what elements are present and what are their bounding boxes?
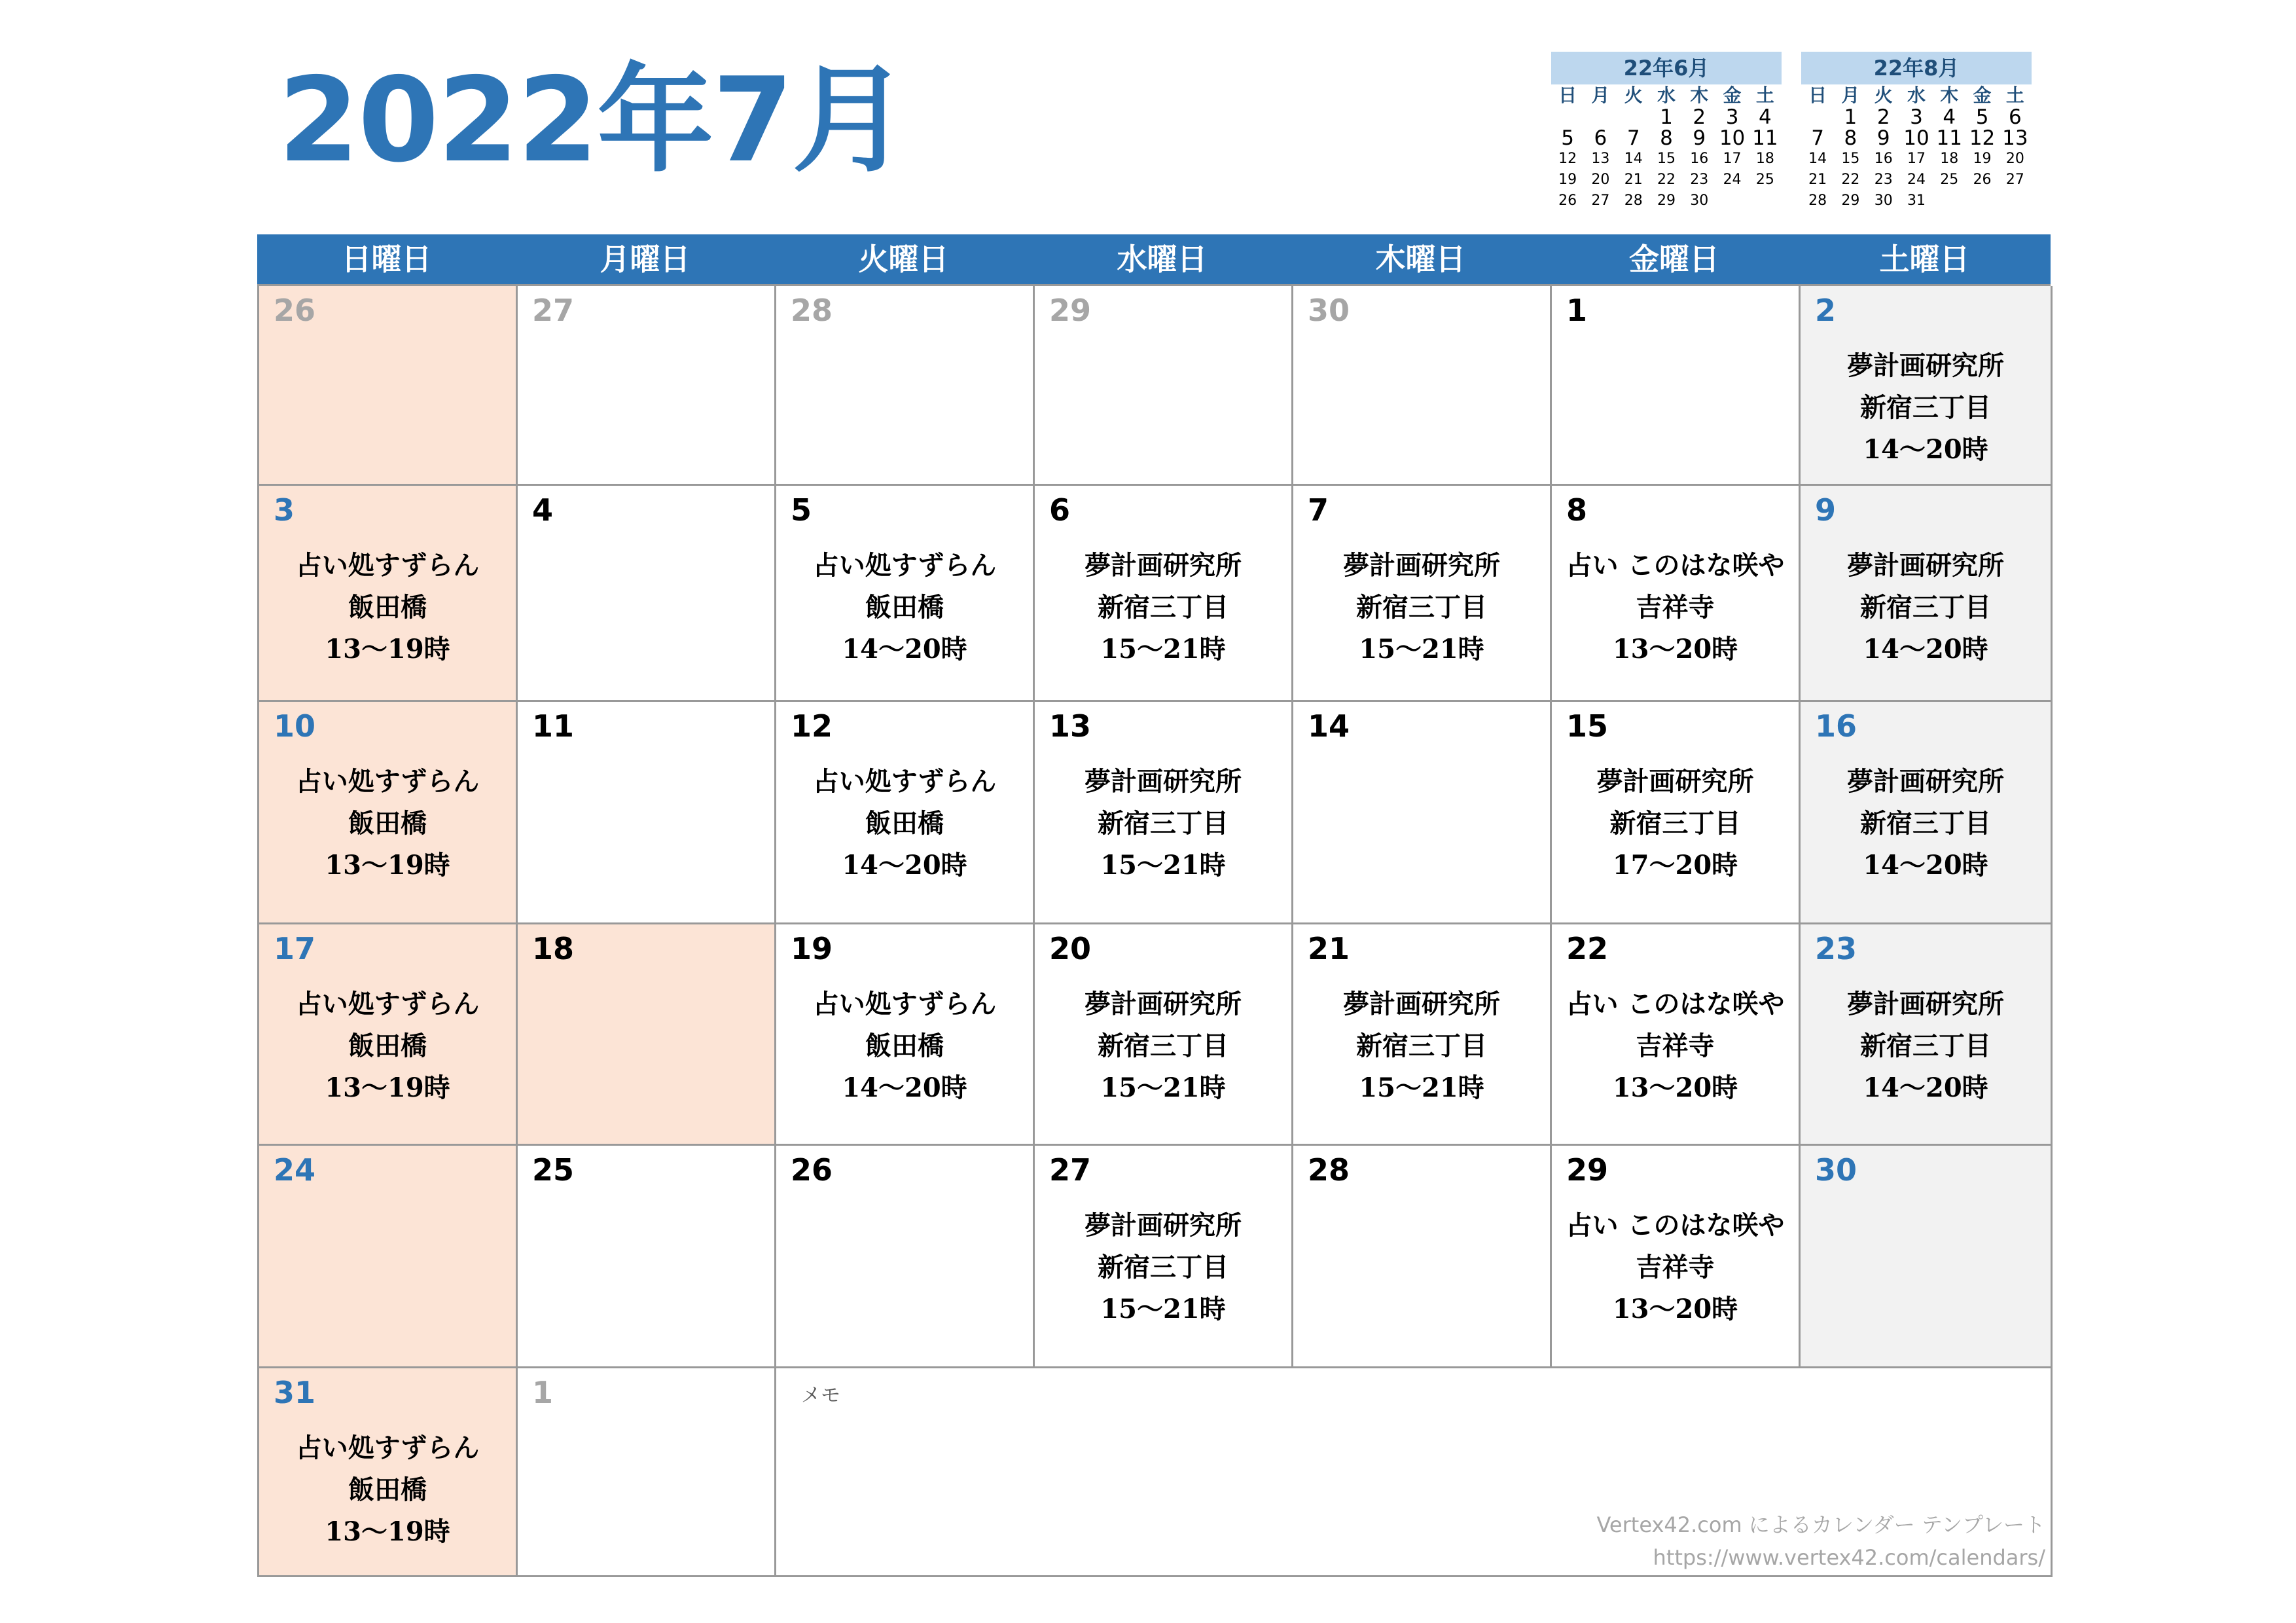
- day-number: 30: [1815, 1152, 1857, 1188]
- mini-weekday-label: 水: [1907, 84, 1926, 106]
- mini-date: 8: [1660, 126, 1673, 150]
- mini-date: 12: [1558, 151, 1577, 167]
- mini-date: 16: [1690, 151, 1709, 167]
- event-block: [776, 545, 1033, 670]
- event-line: 夢計画研究所: [1085, 989, 1242, 1019]
- memo-label: メモ: [801, 1384, 840, 1407]
- mini-date: 7: [1811, 126, 1824, 150]
- mini-weekday-label: 月: [1841, 84, 1860, 106]
- event-line: 13〜19時: [325, 1072, 450, 1103]
- mini-date: 26: [1558, 192, 1577, 209]
- weekday-monday: 月曜日: [600, 242, 691, 277]
- mini-date: 3: [1910, 105, 1923, 129]
- mini-date: 24: [1723, 172, 1742, 188]
- event-line: 13〜19時: [325, 850, 450, 881]
- mini-date: 22: [1657, 172, 1676, 188]
- mini-date: 20: [2005, 151, 2024, 167]
- template-credit: [1597, 1508, 2045, 1574]
- weekday-header: [257, 234, 2051, 284]
- event-line: 17〜20時: [1612, 850, 1738, 881]
- event-line: 14〜20時: [1863, 1072, 1988, 1103]
- mini-date: 4: [1943, 105, 1956, 129]
- event-block: [259, 1427, 516, 1553]
- day-number: 15: [1566, 708, 1609, 744]
- day-number: 18: [532, 931, 575, 966]
- mini-weekday-label: 木: [1940, 84, 1959, 106]
- event-block: [1035, 1205, 1291, 1330]
- event-line: 14〜20時: [1863, 850, 1988, 881]
- event-line: 飯田橋: [348, 1474, 427, 1505]
- event-line: 新宿三丁目: [1098, 592, 1229, 623]
- mini-weekday-label: 日: [1558, 84, 1577, 106]
- event-line: 14〜20時: [1863, 434, 1988, 465]
- mini-date: 9: [1876, 126, 1890, 150]
- mini-weekday-label: 木: [1690, 84, 1709, 106]
- event-block: [1035, 545, 1291, 670]
- event-line: 吉祥寺: [1636, 592, 1715, 623]
- event-line: 占い処すずらん: [812, 989, 997, 1019]
- mini-calendar-dates: [1801, 107, 2032, 211]
- mini-date: [1965, 191, 1998, 211]
- mini-date: 29: [1657, 192, 1676, 209]
- mini-date: [1749, 191, 1782, 211]
- day-cell[interactable]: [518, 486, 776, 702]
- mini-date: 2: [1876, 105, 1890, 129]
- day-cell[interactable]: [518, 924, 776, 1146]
- event-line: 飯田橋: [348, 1030, 427, 1061]
- event-line: 吉祥寺: [1636, 1030, 1715, 1061]
- event-block: [1552, 983, 1799, 1109]
- day-number: 27: [1049, 1152, 1092, 1188]
- event-line: 14〜20時: [842, 634, 967, 665]
- mini-date: 23: [1874, 172, 1893, 188]
- event-line: 夢計画研究所: [1085, 550, 1242, 581]
- day-number: 27: [532, 293, 575, 328]
- day-cell[interactable]: [1035, 924, 1293, 1146]
- mini-date: 4: [1758, 105, 1772, 129]
- mini-date: 9: [1693, 126, 1706, 150]
- day-cell[interactable]: [1035, 286, 1293, 486]
- event-line: 占い処すずらん: [295, 550, 480, 581]
- weekday-thursday: 木曜日: [1375, 242, 1466, 277]
- day-cell[interactable]: [776, 286, 1035, 486]
- event-line: 新宿三丁目: [1098, 808, 1229, 839]
- mini-date: 7: [1626, 126, 1640, 150]
- day-cell[interactable]: [1293, 286, 1552, 486]
- mini-weekday-label: 火: [1874, 84, 1893, 106]
- day-cell[interactable]: [776, 1146, 1035, 1368]
- day-number: 9: [1815, 492, 1837, 528]
- mini-date: 30: [1874, 192, 1893, 209]
- event-block: [259, 983, 516, 1109]
- weekday-saturday: 土曜日: [1879, 242, 1970, 277]
- mini-date: 1: [1844, 105, 1857, 129]
- day-cell[interactable]: [1801, 486, 2053, 702]
- day-cell[interactable]: [518, 702, 776, 924]
- day-cell[interactable]: [776, 486, 1035, 702]
- day-number: 29: [1049, 293, 1092, 328]
- day-cell[interactable]: [1801, 924, 2053, 1146]
- day-number: 29: [1566, 1152, 1609, 1188]
- day-number: 25: [532, 1152, 575, 1188]
- mini-date: 30: [1690, 192, 1709, 209]
- day-cell[interactable]: [1552, 702, 1801, 924]
- day-number: 21: [1308, 931, 1350, 966]
- event-line: 新宿三丁目: [1860, 808, 1991, 839]
- event-line: 夢計画研究所: [1847, 766, 2004, 797]
- event-block: [1035, 983, 1291, 1109]
- event-block: [1801, 983, 2051, 1109]
- mini-date: 6: [2008, 105, 2022, 129]
- event-line: 占い このはな咲や: [1566, 989, 1785, 1019]
- mini-date: 21: [1808, 172, 1827, 188]
- weekday-wednesday: 水曜日: [1117, 242, 1208, 277]
- event-line: 占い処すずらん: [812, 550, 997, 581]
- event-line: 13〜20時: [1612, 634, 1738, 665]
- day-number: 5: [791, 492, 812, 528]
- event-block: [1552, 761, 1799, 886]
- event-line: 占い処すずらん: [295, 766, 480, 797]
- event-line: 15〜21時: [1100, 634, 1226, 665]
- day-number: 3: [274, 492, 295, 528]
- day-cell[interactable]: [259, 1146, 518, 1368]
- day-number: 1: [532, 1375, 554, 1410]
- mini-date: [1617, 107, 1650, 128]
- day-number: 1: [1566, 293, 1588, 328]
- mini-weekday-label: 金: [1973, 84, 1992, 106]
- mini-date: 13: [1591, 151, 1610, 167]
- mini-date: [1999, 191, 2032, 211]
- event-line: 夢計画研究所: [1085, 766, 1242, 797]
- day-number: 12: [791, 708, 833, 744]
- day-cell[interactable]: [518, 1146, 776, 1368]
- event-line: 夢計画研究所: [1596, 766, 1754, 797]
- day-number: 26: [274, 293, 316, 328]
- event-line: 13〜20時: [1612, 1072, 1738, 1103]
- event-block: [1552, 1205, 1799, 1330]
- event-line: 新宿三丁目: [1356, 1030, 1487, 1061]
- mini-date: 25: [1755, 172, 1774, 188]
- mini-calendar-weekdays: [1801, 84, 2032, 107]
- mini-date: 16: [1874, 151, 1893, 167]
- event-block: [1801, 545, 2051, 670]
- weekday-tuesday: 火曜日: [858, 242, 949, 277]
- mini-date: 14: [1808, 151, 1827, 167]
- mini-date: [1801, 107, 1834, 128]
- mini-date: 28: [1624, 192, 1643, 209]
- mini-date: 3: [1725, 105, 1739, 129]
- mini-date: [1551, 107, 1584, 128]
- mini-weekday-label: 火: [1624, 84, 1643, 106]
- mini-date: 13: [2002, 126, 2028, 150]
- mini-weekday-label: 金: [1723, 84, 1742, 106]
- event-line: 飯田橋: [865, 1030, 944, 1061]
- event-line: 15〜21時: [1359, 1072, 1484, 1103]
- day-number: 8: [1566, 492, 1588, 528]
- event-block: [259, 761, 516, 886]
- mini-date: 25: [1940, 172, 1959, 188]
- day-number: 19: [791, 931, 833, 966]
- mini-date: 29: [1841, 192, 1860, 209]
- event-line: 占い処すずらん: [295, 989, 480, 1019]
- mini-date: 1: [1660, 105, 1673, 129]
- day-cell[interactable]: [1552, 924, 1801, 1146]
- mini-date: 24: [1907, 172, 1926, 188]
- event-line: 飯田橋: [865, 808, 944, 839]
- day-number: 17: [274, 931, 316, 966]
- day-cell[interactable]: [776, 702, 1035, 924]
- event-line: 占い このはな咲や: [1566, 1210, 1785, 1241]
- day-number: 6: [1049, 492, 1071, 528]
- day-number: 26: [791, 1152, 833, 1188]
- event-line: 15〜21時: [1359, 634, 1484, 665]
- mini-date: 2: [1693, 105, 1706, 129]
- day-number: 20: [1049, 931, 1092, 966]
- mini-date: 21: [1624, 172, 1643, 188]
- event-line: 夢計画研究所: [1343, 989, 1500, 1019]
- event-line: 新宿三丁目: [1860, 592, 1991, 623]
- event-line: 占い このはな咲や: [1566, 550, 1785, 581]
- memo-area[interactable]: [776, 1368, 2053, 1577]
- day-cell[interactable]: [1801, 702, 2053, 924]
- mini-weekday-label: 土: [2005, 84, 2024, 106]
- calendar-grid: [257, 284, 2051, 1577]
- event-block: [259, 545, 516, 670]
- mini-date: 22: [1841, 172, 1860, 188]
- day-cell[interactable]: [1293, 1146, 1552, 1368]
- mini-date: 17: [1907, 151, 1926, 167]
- mini-date: 17: [1723, 151, 1742, 167]
- day-cell[interactable]: [518, 286, 776, 486]
- mini-calendar-header: 22年6月: [1551, 52, 1782, 84]
- day-cell[interactable]: [776, 924, 1035, 1146]
- event-line: 新宿三丁目: [1860, 392, 1991, 423]
- day-number: 31: [274, 1375, 316, 1410]
- mini-date: [1715, 191, 1748, 211]
- mini-weekday-label: 土: [1755, 84, 1774, 106]
- event-line: 13〜20時: [1612, 1294, 1738, 1324]
- day-cell[interactable]: [259, 702, 518, 924]
- page-title: 2022年7月: [278, 52, 908, 188]
- event-line: 夢計画研究所: [1847, 989, 2004, 1019]
- mini-date: [1584, 107, 1617, 128]
- event-line: 飯田橋: [348, 808, 427, 839]
- event-line: 占い処すずらん: [812, 766, 997, 797]
- mini-date: 11: [1752, 126, 1778, 150]
- event-line: 14〜20時: [1863, 634, 1988, 665]
- mini-date: 31: [1907, 192, 1926, 209]
- weekday-sunday: 日曜日: [341, 242, 432, 277]
- day-number: 13: [1049, 708, 1092, 744]
- day-cell[interactable]: [259, 286, 518, 486]
- event-block: [1293, 545, 1550, 670]
- day-number: 16: [1815, 708, 1857, 744]
- day-number: 10: [274, 708, 316, 744]
- event-line: 14〜20時: [842, 850, 967, 881]
- mini-date: 5: [1975, 105, 1989, 129]
- mini-date: 12: [1969, 126, 1996, 150]
- mini-calendar-june: [1551, 52, 1782, 211]
- mini-weekday-label: 水: [1657, 84, 1676, 106]
- day-cell[interactable]: [1801, 1146, 2053, 1368]
- event-line: 夢計画研究所: [1847, 550, 2004, 581]
- event-line: 新宿三丁目: [1860, 1030, 1991, 1061]
- day-cell[interactable]: [259, 924, 518, 1146]
- event-line: 13〜19時: [325, 634, 450, 665]
- event-block: [776, 983, 1033, 1109]
- mini-date: 15: [1657, 151, 1676, 167]
- mini-calendar-weekdays: [1551, 84, 1782, 107]
- event-line: 15〜21時: [1100, 1294, 1226, 1324]
- event-block: [1552, 545, 1799, 670]
- day-cell[interactable]: [1552, 1146, 1801, 1368]
- day-cell[interactable]: [1552, 486, 1801, 702]
- day-number: 28: [1308, 1152, 1350, 1188]
- mini-date: 11: [1936, 126, 1962, 150]
- day-number: 2: [1815, 293, 1837, 328]
- mini-calendar-dates: [1551, 107, 1782, 211]
- event-line: 夢計画研究所: [1085, 1210, 1242, 1241]
- mini-date: 10: [1903, 126, 1929, 150]
- day-cell[interactable]: [1801, 286, 2053, 486]
- event-line: 15〜21時: [1100, 850, 1226, 881]
- mini-date: 10: [1719, 126, 1746, 150]
- mini-date: 20: [1591, 172, 1610, 188]
- mini-date: 19: [1558, 172, 1577, 188]
- day-number: 7: [1308, 492, 1329, 528]
- mini-date: 28: [1808, 192, 1827, 209]
- mini-weekday-label: 日: [1808, 84, 1827, 106]
- event-line: 飯田橋: [865, 592, 944, 623]
- mini-date: 19: [1973, 151, 1992, 167]
- day-number: 30: [1308, 293, 1350, 328]
- day-number: 28: [791, 293, 833, 328]
- mini-date: 27: [1591, 192, 1610, 209]
- mini-calendar-august: [1801, 52, 2032, 211]
- day-cell[interactable]: [1552, 286, 1801, 486]
- day-number: 23: [1815, 931, 1857, 966]
- day-cell[interactable]: [1035, 1146, 1293, 1368]
- day-cell[interactable]: [1293, 486, 1552, 702]
- mini-date: [1933, 191, 1965, 211]
- event-line: 15〜21時: [1100, 1072, 1226, 1103]
- event-line: 占い処すずらん: [295, 1432, 480, 1463]
- event-block: [1801, 761, 2051, 886]
- mini-date: 15: [1841, 151, 1860, 167]
- day-number: 24: [274, 1152, 316, 1188]
- event-line: 吉祥寺: [1636, 1252, 1715, 1283]
- event-line: 13〜19時: [325, 1516, 450, 1547]
- mini-date: 27: [2005, 172, 2024, 188]
- event-block: [1293, 983, 1550, 1109]
- event-block: [776, 761, 1033, 886]
- day-cell[interactable]: [1293, 924, 1552, 1146]
- event-line: 夢計画研究所: [1343, 550, 1500, 581]
- mini-date: 6: [1594, 126, 1607, 150]
- day-cell[interactable]: [518, 1368, 776, 1577]
- mini-date: 8: [1844, 126, 1857, 150]
- mini-date: 18: [1755, 151, 1774, 167]
- weekday-friday: 金曜日: [1629, 242, 1719, 277]
- day-number: 14: [1308, 708, 1350, 744]
- event-line: 新宿三丁目: [1098, 1030, 1229, 1061]
- day-cell[interactable]: [259, 1368, 518, 1577]
- credit-line: Vertex42.com によるカレンダー テンプレート: [1596, 1512, 2045, 1537]
- mini-date: 14: [1624, 151, 1643, 167]
- day-cell[interactable]: [1035, 702, 1293, 924]
- event-line: 飯田橋: [348, 592, 427, 623]
- day-cell[interactable]: [1293, 702, 1552, 924]
- event-line: 14〜20時: [842, 1072, 967, 1103]
- event-block: [1035, 761, 1291, 886]
- mini-calendar-header: 22年8月: [1801, 52, 2032, 84]
- day-number: 11: [532, 708, 575, 744]
- event-line: 新宿三丁目: [1356, 592, 1487, 623]
- day-cell[interactable]: [1035, 486, 1293, 702]
- event-line: 新宿三丁目: [1098, 1252, 1229, 1283]
- mini-date: 5: [1561, 126, 1574, 150]
- mini-date: 23: [1690, 172, 1709, 188]
- mini-date: 26: [1973, 172, 1992, 188]
- event-block: [1801, 345, 2051, 471]
- mini-date: 18: [1940, 151, 1959, 167]
- event-line: 新宿三丁目: [1609, 808, 1741, 839]
- day-cell[interactable]: [259, 486, 518, 702]
- mini-weekday-label: 月: [1591, 84, 1610, 106]
- month-calendar: [257, 234, 2051, 1577]
- day-number: 4: [532, 492, 554, 528]
- credit-url[interactable]: https://www.vertex42.com/calendars/: [1653, 1545, 2045, 1570]
- event-line: 夢計画研究所: [1847, 350, 2004, 381]
- day-number: 22: [1566, 931, 1609, 966]
